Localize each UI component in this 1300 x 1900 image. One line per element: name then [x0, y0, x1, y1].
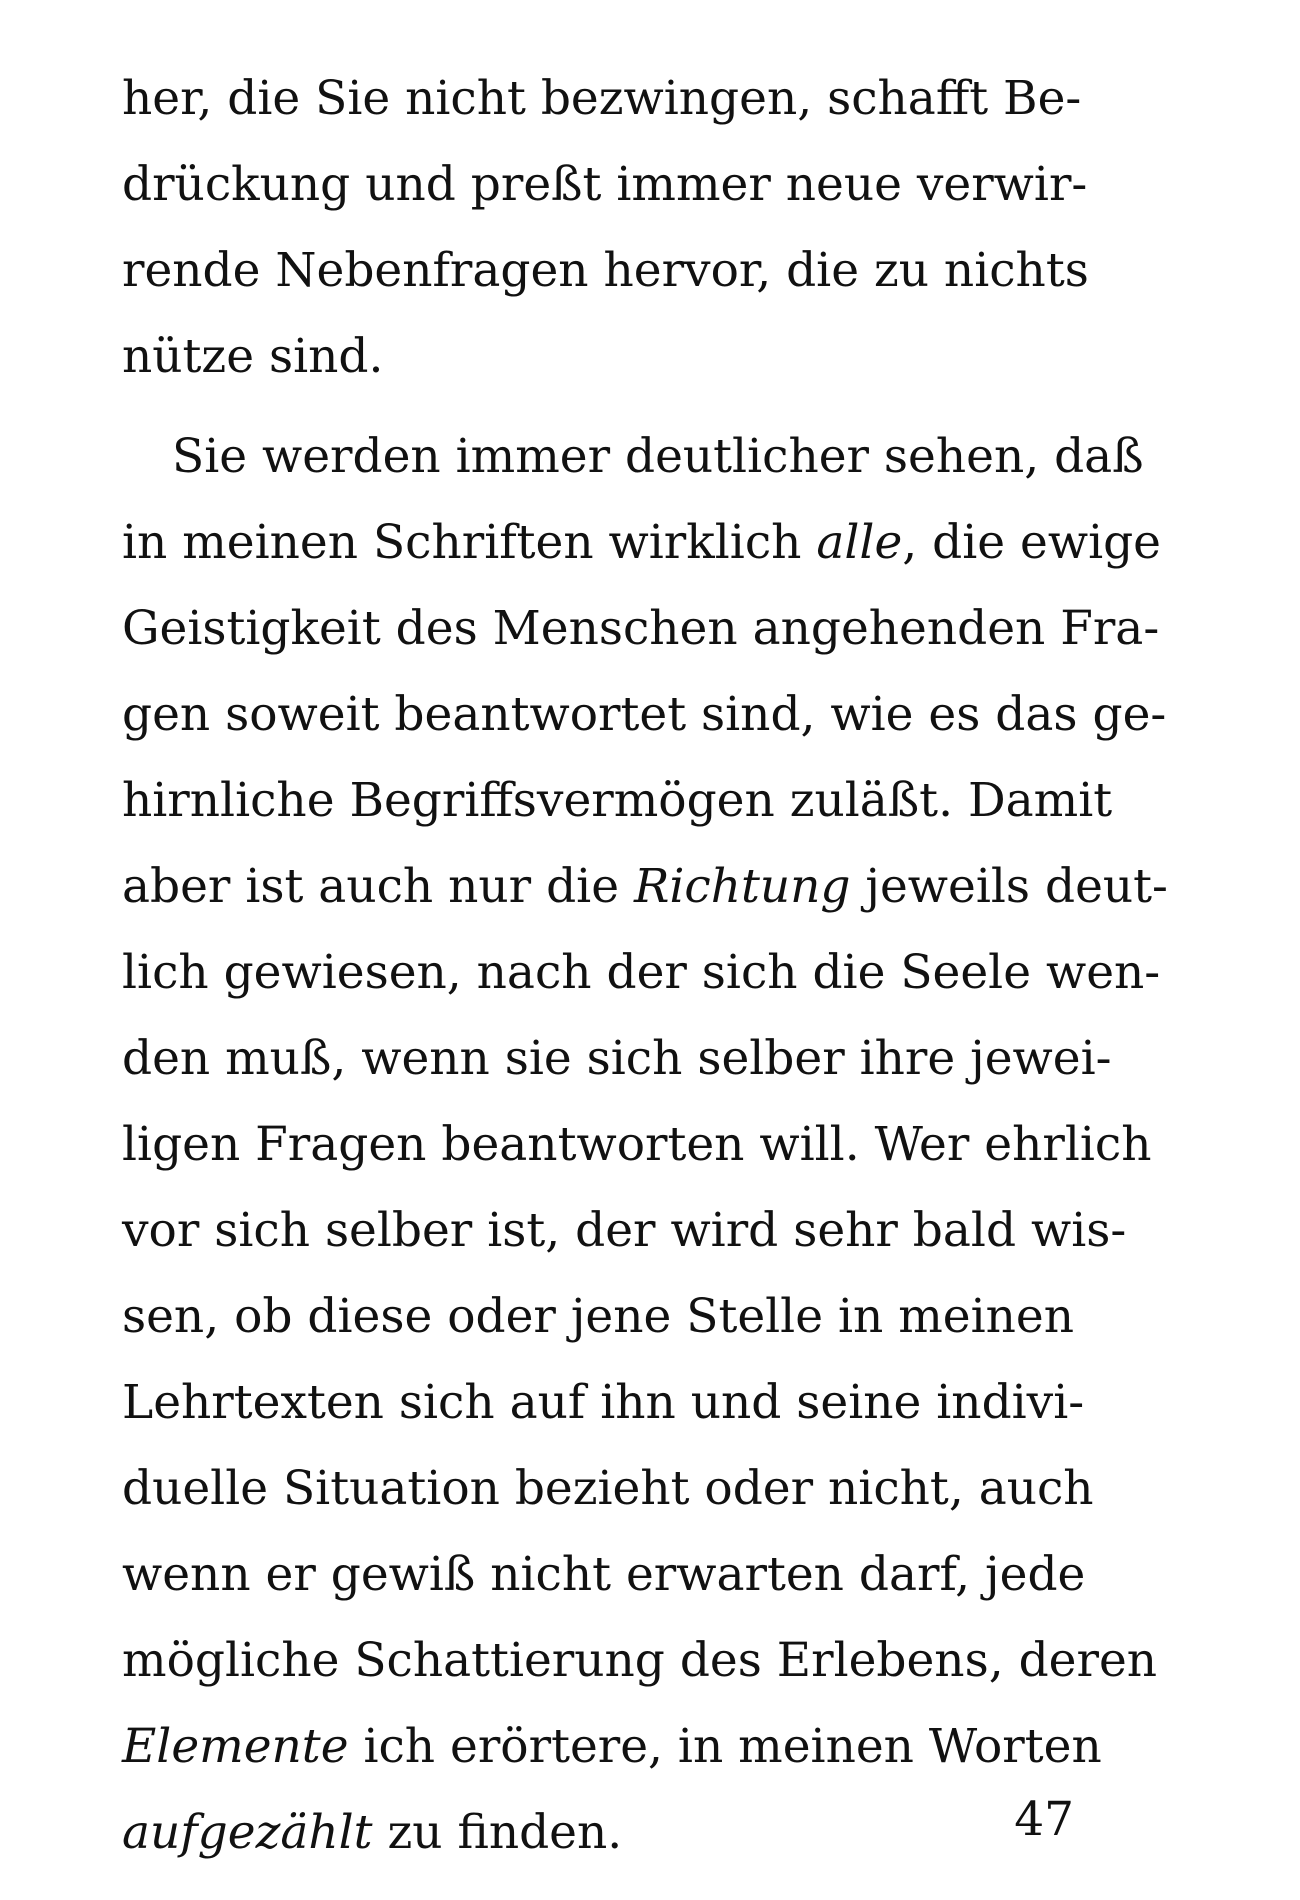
text-segment: , die ewige: [902, 515, 1161, 570]
text-segment: mögliche Schattierung des Erlebens, deren: [122, 1633, 1158, 1688]
italic-phrase: alle: [816, 515, 903, 570]
italic-phrase: Richtung: [633, 859, 851, 914]
text-line: [122, 844, 1168, 930]
text-line: [122, 672, 1167, 758]
text-line: [122, 1532, 1086, 1618]
text-line: [122, 1704, 1102, 1790]
text-segment: aber ist auch nur die: [122, 859, 634, 914]
text-line: [122, 1618, 1158, 1704]
italic-phrase: aufgezählt: [122, 1805, 373, 1860]
text-segment: Sie werden immer deutlicher sehen, daß: [172, 429, 1144, 484]
text-segment: den muß, wenn sie sich selber ihre jewei-: [122, 1031, 1112, 1086]
text-segment: vor sich selber ist, der wird sehr bald wis-: [122, 1203, 1127, 1258]
paragraph-gap: [122, 400, 1074, 414]
text-line: [122, 586, 1160, 672]
page-number: 47: [1014, 1792, 1074, 1847]
text-segment: drückung und preßt immer neue verwir-: [122, 157, 1088, 212]
text-segment: Lehrtexten sich auf ihn und seine indivi-: [122, 1375, 1085, 1430]
text-segment: her, die Sie nicht bezwingen, schafft Be-: [122, 71, 1082, 126]
text-segment: ligen Fragen beantworten will. Wer ehrlich: [122, 1117, 1152, 1172]
text-line: [122, 1016, 1112, 1102]
text-line: [122, 56, 1082, 142]
text-line: [122, 1790, 1074, 1876]
text-line: [122, 1274, 1074, 1360]
paragraph: [122, 414, 1168, 1876]
text-segment: nütze sind.: [122, 329, 384, 384]
text-segment: wenn er gewiß nicht erwarten darf, jede: [122, 1547, 1086, 1602]
text-line: [122, 142, 1088, 228]
text-line: [122, 1360, 1085, 1446]
italic-phrase: Elemente: [122, 1719, 349, 1774]
text-segment: duelle Situation bezieht oder nicht, auch: [122, 1461, 1094, 1516]
text-line: [122, 414, 1144, 500]
text-line: [122, 228, 1089, 314]
text-segment: ich erörtere, in meinen Worten: [348, 1719, 1102, 1774]
text-line: [122, 314, 1074, 400]
text-line: [122, 1446, 1094, 1532]
text-line: [122, 930, 1161, 1016]
text-segment: hirnliche Begriffsvermögen zuläßt. Damit: [122, 773, 1113, 828]
text-segment: jeweils deut-: [850, 859, 1168, 914]
body-text: [122, 56, 1168, 1876]
text-segment: zu finden.: [372, 1805, 623, 1860]
text-line: [122, 758, 1113, 844]
text-segment: gen soweit beantwortet sind, wie es das ge-: [122, 687, 1167, 742]
text-segment: rende Nebenfragen hervor, die zu nichts: [122, 243, 1089, 298]
text-line: [122, 1102, 1152, 1188]
text-line: [122, 500, 1161, 586]
paragraph: [122, 56, 1089, 400]
text-segment: lich gewiesen, nach der sich die Seele wen-: [122, 945, 1161, 1000]
text-line: [122, 1188, 1127, 1274]
text-segment: Geistigkeit des Menschen angehenden Fra-: [122, 601, 1160, 656]
text-segment: sen, ob diese oder jene Stelle in meinen: [122, 1289, 1074, 1344]
text-segment: in meinen Schriften wirklich: [122, 515, 817, 570]
